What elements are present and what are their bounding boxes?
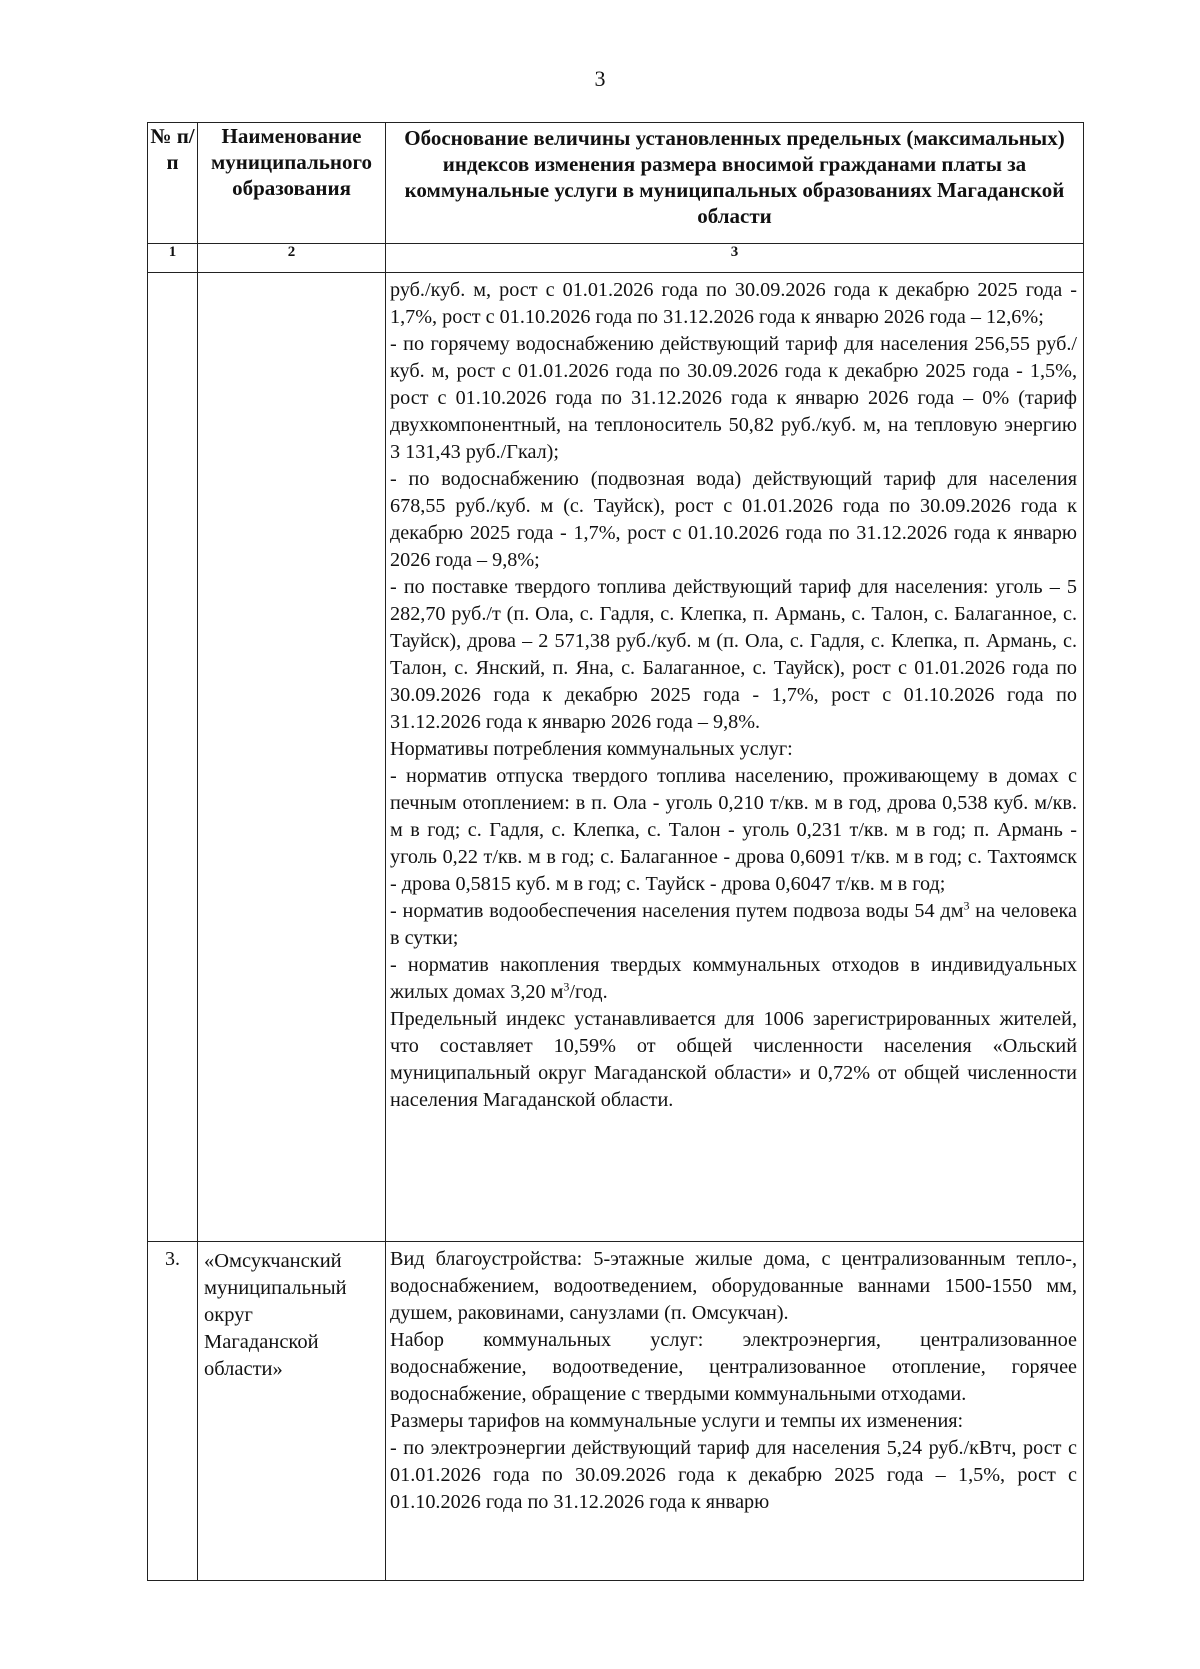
table-row <box>148 1242 1084 1581</box>
municipality-cell <box>198 273 386 1242</box>
header-justification: Обоснование величины установленных предельных (максимальных) индексов изменения размера вносимой гражданами платы за коммунальные услуги в муниципальных образованиях Магаданской области <box>386 123 1084 244</box>
header-municipality: Наименование муниципального образования <box>198 123 386 244</box>
paragraph <box>390 952 1077 1006</box>
row-number-cell: 3. <box>148 1242 198 1581</box>
paragraph: - норматив отпуска твердого топлива населению, проживающему в домах с печным отоплением: в п. Ола - уголь 0,210 т/кв. м в год, дрова 0,538 куб. м/кв. м в год; с. Гадля, с. Клепка, с. Талон - уголь 0,231 т/кв. м в год; п. Армань - уголь 0,22 т/кв. м в год; с. Балаганное - дрова 0,6091 т/кв. м в год; с. Тахтоямск - дрова 0,5815 куб. м в год; с. Тауйск - дрова 0,6047 т/кв. м в год; <box>390 765 1077 895</box>
tariff-justification-table <box>147 122 1084 1581</box>
municipality-name-line: области» <box>204 1358 283 1380</box>
text: /год. <box>569 981 608 1003</box>
municipality-name-line: округ <box>204 1304 253 1326</box>
paragraph: - по поставке твердого топлива действующий тариф для населения: уголь – 5 282,70 руб./т (п. Ола, с. Гадля, с. Клепка, п. Армань, с. Талон, с. Балаганное, с. Тауйск), дрова – 2 571,38 руб./куб. м (п. Ола, с. Гадля, с. Клепка, п. Армань, с. Талон, с. Янский, п. Яна, с. Балаганное, с. Тауйск), рост с 01.01.2026 года по 30.09.2026 года к декабрю 2025 года - 1,7%, рост с 01.10.2026 года по 31.12.2026 года к январю 2026 года – 9,8%. <box>390 576 1077 733</box>
municipality-name-line: Магаданской <box>204 1331 319 1353</box>
paragraph: - по горячему водоснабжению действующий тариф для населения 256,55 руб./куб. м, рост с 01.01.2026 года по 30.09.2026 года к декабрю 2025 года - 1,5%, рост с 01.10.2026 года по 31.12.2026 года к январю 2026 года – 0% (тариф двухкомпонентный, на теплоноситель 50,82 руб./куб. м, на тепловую энергию 3 131,43 руб./Гкал); <box>390 333 1077 463</box>
column-number-1: 1 <box>148 244 198 273</box>
justification-cell <box>386 273 1084 1242</box>
municipality-name-line: «Омсукчанский <box>204 1250 342 1272</box>
text: - норматив накопления твердых коммунальных отходов в индивидуальных жилых домах 3,20 м <box>390 954 1077 1003</box>
text: - норматив водообеспечения населения путем подвоза воды 54 дм <box>390 900 964 922</box>
paragraph: Нормативы потребления коммунальных услуг: <box>390 738 793 760</box>
row-number-cell <box>148 273 198 1242</box>
text: на человека в сутки; <box>390 900 1077 949</box>
paragraph: Предельный индекс устанавливается для 1006 зарегистрированных жителей, что составляет 10,59% от общей численности населения «Ольский муниципальный округ Магаданской области» и 0,72% от общей численности населения Магаданской области. <box>390 1008 1077 1111</box>
paragraph: Вид благоустройства: 5-этажные жилые дома, с централизованным тепло-, водоснабжением, водоотведением, оборудованные ваннами 1500-1550 мм, душем, раковинами, санузлами (п. Омсукчан). <box>390 1248 1077 1324</box>
superscript: 3 <box>963 898 970 913</box>
paragraph: - по водоснабжению (подвозная вода) действующий тариф для населения 678,55 руб./куб. м (с. Тауйск), рост с 01.01.2026 года по 30.09.2026 года к декабрю 2025 года - 1,7%, рост с 01.10.2026 года по 31.12.2026 года к январю 2026 года – 9,8%; <box>390 468 1077 571</box>
page-number: 3 <box>594 66 606 91</box>
paragraph: руб./куб. м, рост с 01.01.2026 года по 30.09.2026 года к декабрю 2025 года - 1,7%, рост с 01.10.2026 года по 31.12.2026 года к январю 2026 года – 12,6%; <box>390 279 1077 328</box>
column-number-row <box>148 244 1084 273</box>
table-header-row <box>148 123 1084 244</box>
column-number-3: 3 <box>386 244 1084 273</box>
paragraph: - по электроэнергии действующий тариф для населения 5,24 руб./кВтч, рост с 01.01.2026 года по 30.09.2026 года к декабрю 2025 года – 1,5%, рост с 01.10.2026 года по 31.12.2026 года к январю <box>390 1437 1077 1513</box>
paragraph <box>390 898 1077 952</box>
column-number-2: 2 <box>198 244 386 273</box>
paragraph: Размеры тарифов на коммунальные услуги и темпы их изменения: <box>390 1410 964 1432</box>
header-number: № п/п <box>148 123 198 244</box>
table-row <box>148 273 1084 1242</box>
justification-cell <box>386 1242 1084 1581</box>
municipality-name-line: муниципальный <box>204 1277 347 1299</box>
paragraph: Набор коммунальных услуг: электроэнергия, централизованное водоснабжение, водоотведение, централизованное отопление, горячее водоснабжение, обращение с твердыми коммунальными отходами. <box>390 1329 1077 1405</box>
municipality-cell <box>198 1242 386 1581</box>
superscript: 3 <box>563 979 570 994</box>
